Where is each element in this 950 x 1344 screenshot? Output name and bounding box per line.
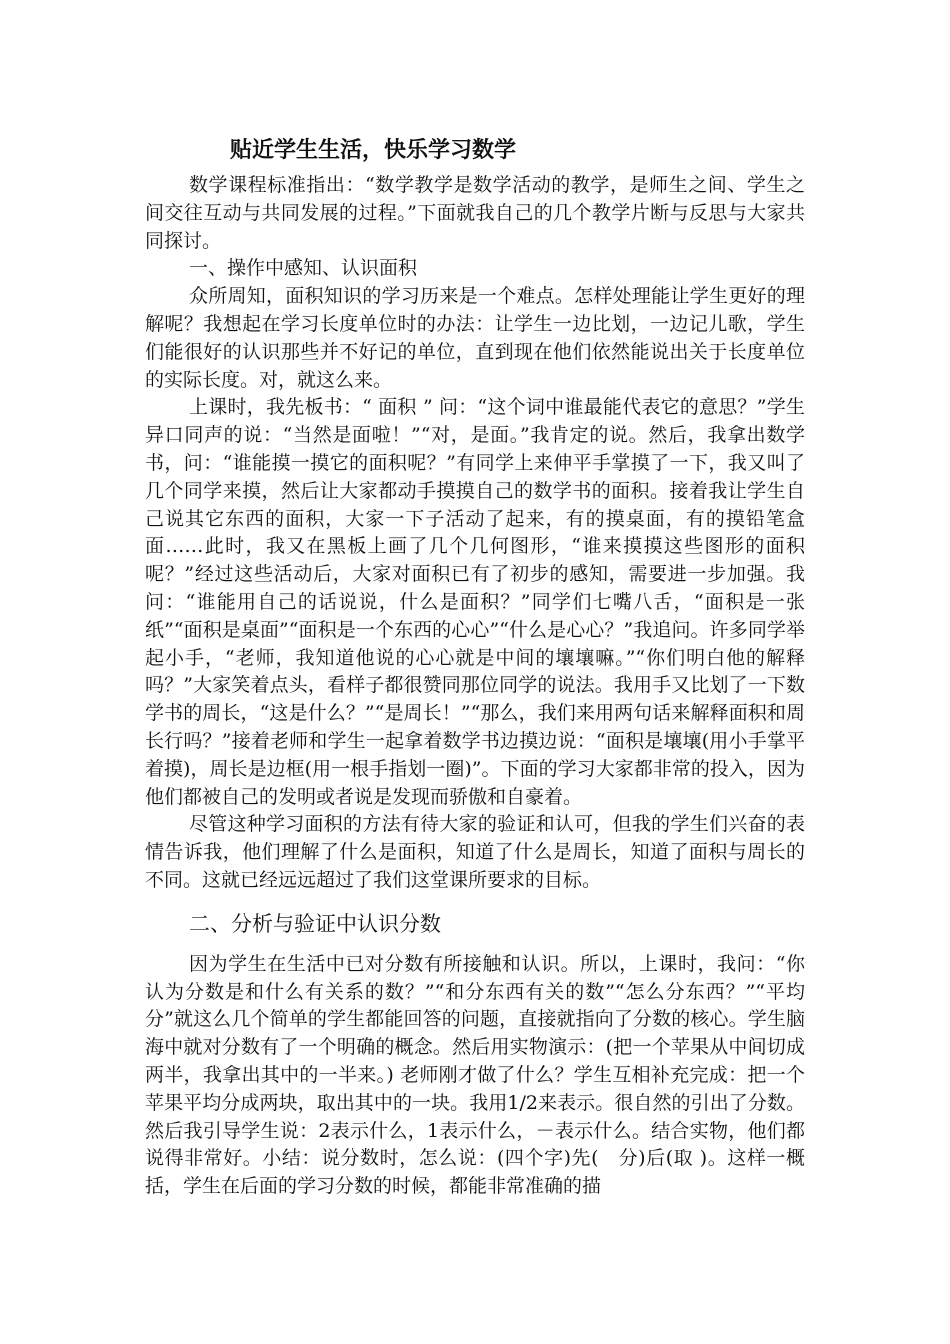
section1-heading: 一、操作中感知、认识面积: [189, 257, 418, 280]
intro-paragraph: 数学课程标准指出：“数学教学是数学活动的教学，是师生之间、学生之间交往互动与共同发展的过程。”下面就我自己的几个教学片断与反思与大家共同探讨。: [145, 174, 805, 252]
document-title: 贴近学生生活，快乐学习数学: [230, 137, 517, 163]
section1-paragraph-2: 上课时，我先板书：“ 面积 ” 问：“这个词中谁最能代表它的意思？”学生异口同声的说：“当然是面啦！”“对，是面。”我肯定的说。然后，我拿出数学书，问：“谁能摸一摸它的面积呢？”有同学上来伸平手掌摸了一下，我又叫了几个同学来摸，然后让大家都动手摸摸自己的数学书的面积。接着我让学生自己说其它东西的面积，大家一下子活动了起来，有的摸桌面，有的摸铅笔盒面……此时，我又在黑板上画了几个几何图形，“谁来摸摸这些图形的面积呢？”经过这些活动后，大家对面积已有了初步的感知，需要进一步加强。我问：“谁能用自己的话说说，什么是面积？”同学们七嘴八舌，“面积是一张纸”“面积是桌面”“面积是一个东西的心心”“什么是心心？”我追问。许多同学举起小手，“老师，我知道他说的心心就是中间的壤壤嘛。”“你们明白他的解释吗？”大家笑着点头，看样子都很赞同那位同学的说法。我用手又比划了一下数学书的周长，“这是什么？”“是周长！”“那么，我们来用两句话来解释面积和周长行吗？”接着老师和学生一起拿着数学书边摸边说：“面积是壤壤(用小手掌平着摸)，周长是边框(用一根手指划一圈)”。下面的学习大家都非常的投入，因为他们都被自己的发明或者说是发现而骄傲和自豪着。: [145, 396, 805, 808]
section2-heading: 二、分析与验证中认识分数: [189, 911, 441, 936]
document-page: [145, 128, 805, 1201]
section1-paragraph-1: 众所周知，面积知识的学习历来是一个难点。怎样处理能让学生更好的理解呢？我想起在学习长度单位时的办法：让学生一边比划，一边记儿歌，学生们能很好的认识那些并不好记的单位，直到现在他们依然能说出关于长度单位的实际长度。对，就这么来。: [145, 285, 805, 391]
section2-paragraph-1: 因为学生在生活中已对分数有所接触和认识。所以，上课时，我问：“你认为分数是和什么有关系的数？”“和分东西有关的数”“怎么分东西？”“平均分”就这么几个简单的学生都能回答的问题，直接就指向了分数的核心。学生脑海中就对分数有了一个明确的概念。然后用实物演示：(把一个苹果从中间切成两半，我拿出其中的一半来。) 老师刚才做了什么？学生互相补充完成：把一个苹果平均分成两块，取出其中的一块。我用1/2来表示。很自然的引出了分数。然后我引导学生说：2表示什么，1表示什么，－表示什么。结合实物，他们都说得非常好。小结：说分数时，怎么说：(四个字)先( 分)后(取 )。这样一概括，学生在后面的学习分数的时候，都能非常准确的描: [145, 952, 805, 1198]
section1-paragraph-3: 尽管这种学习面积的方法有待大家的验证和认可，但我的学生们兴奋的表情告诉我，他们理解了什么是面积，知道了什么是周长，知道了面积与周长的不同。这就已经远远超过了我们这堂课所要求的目标。: [145, 813, 805, 891]
